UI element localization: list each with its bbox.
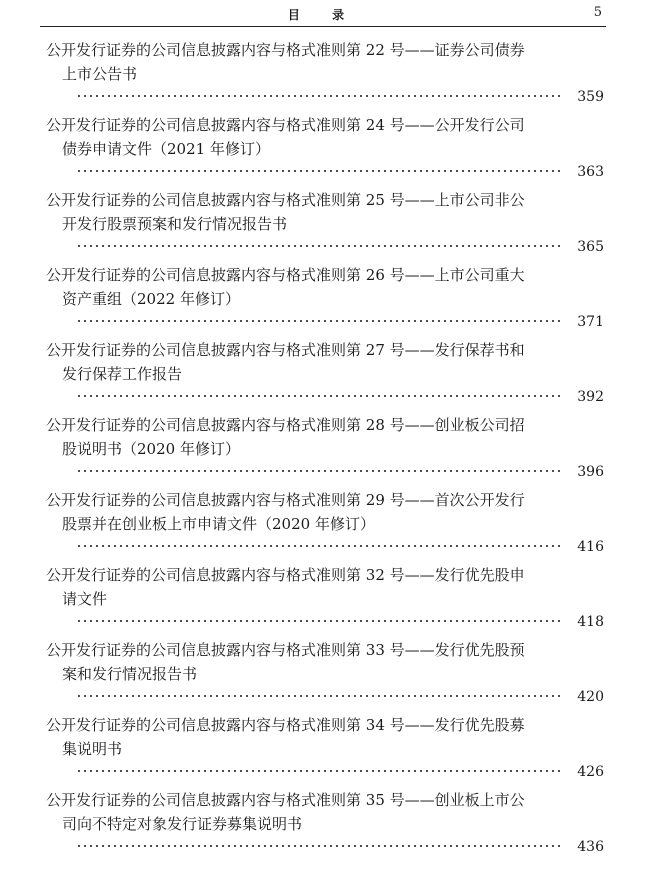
entry-title-line-1: 公开发行证券的公司信息披露内容与格式准则第 34 号——发行优先股募	[46, 716, 525, 734]
toc-entry-22[interactable]	[46, 38, 606, 113]
entry-title-line-1: 公开发行证券的公司信息披露内容与格式准则第 24 号——公开发行公司	[46, 116, 525, 134]
dot-leader	[76, 395, 564, 397]
dot-leader	[76, 695, 564, 697]
entry-title-line-1: 公开发行证券的公司信息披露内容与格式准则第 25 号——上市公司非公	[46, 191, 525, 209]
dot-leader	[76, 320, 564, 322]
entry-title-line-1: 公开发行证券的公司信息披露内容与格式准则第 32 号——发行优先股申	[46, 566, 525, 584]
table-of-contents	[46, 38, 606, 863]
entry-page-number: 359	[577, 89, 604, 105]
dot-leader	[76, 95, 564, 97]
entry-title-line-2: 请文件	[62, 590, 108, 608]
entry-title-line-2: 股说明书（2020 年修订）	[62, 440, 240, 458]
dot-leader	[76, 245, 564, 247]
entry-title-line-1: 公开发行证券的公司信息披露内容与格式准则第 29 号——首次公开发行	[46, 491, 525, 509]
entry-title-line-2: 集说明书	[62, 740, 123, 758]
toc-entry-28[interactable]	[46, 413, 606, 488]
entry-page-number: 363	[577, 164, 604, 180]
toc-entry-32[interactable]	[46, 563, 606, 638]
entry-page-number: 436	[577, 839, 604, 855]
entry-title-line-1: 公开发行证券的公司信息披露内容与格式准则第 22 号——证券公司债券	[46, 41, 525, 59]
page-number: 5	[593, 5, 602, 20]
dot-leader	[76, 170, 564, 172]
entry-page-number: 371	[577, 314, 604, 330]
toc-entry-33[interactable]	[46, 638, 606, 713]
dot-leader	[76, 770, 564, 772]
entry-title-line-2: 股票并在创业板上市申请文件（2020 年修订）	[62, 515, 375, 533]
entry-title-line-1: 公开发行证券的公司信息披露内容与格式准则第 26 号——上市公司重大	[46, 266, 525, 284]
entry-title-line-2: 上市公告书	[62, 65, 138, 83]
dot-leader	[76, 545, 564, 547]
entry-title-line-1: 公开发行证券的公司信息披露内容与格式准则第 35 号——创业板上市公	[46, 791, 525, 809]
entry-title-line-2: 资产重组（2022 年修订）	[62, 290, 240, 308]
page-title: 目 录	[287, 8, 359, 22]
dot-leader	[76, 620, 564, 622]
entry-title-line-1: 公开发行证券的公司信息披露内容与格式准则第 28 号——创业板公司招	[46, 416, 525, 434]
entry-page-number: 392	[577, 389, 604, 405]
page-header	[40, 0, 606, 27]
entry-page-number: 416	[577, 539, 604, 555]
entry-title-line-1: 公开发行证券的公司信息披露内容与格式准则第 27 号——发行保荐书和	[46, 341, 525, 359]
entry-page-number: 420	[577, 689, 604, 705]
entry-title-line-2: 发行保荐工作报告	[62, 365, 183, 383]
toc-entry-26[interactable]	[46, 263, 606, 338]
entry-page-number: 426	[577, 764, 604, 780]
dot-leader	[76, 470, 564, 472]
entry-page-number: 418	[577, 614, 604, 630]
entry-title-line-2: 案和发行情况报告书	[62, 665, 198, 683]
entry-title-line-2: 开发行股票预案和发行情况报告书	[62, 215, 288, 233]
toc-entry-34[interactable]	[46, 713, 606, 788]
entry-title-line-2: 债券申请文件（2021 年修订）	[62, 140, 270, 158]
toc-entry-35[interactable]	[46, 788, 606, 863]
entry-title-line-2: 司向不特定对象发行证券募集说明书	[62, 815, 303, 833]
entry-page-number: 365	[577, 239, 604, 255]
entry-title-line-1: 公开发行证券的公司信息披露内容与格式准则第 33 号——发行优先股预	[46, 641, 525, 659]
toc-entry-27[interactable]	[46, 338, 606, 413]
toc-entry-29[interactable]	[46, 488, 606, 563]
toc-entry-25[interactable]	[46, 188, 606, 263]
entry-page-number: 396	[577, 464, 604, 480]
toc-entry-24[interactable]	[46, 113, 606, 188]
dot-leader	[76, 845, 564, 847]
